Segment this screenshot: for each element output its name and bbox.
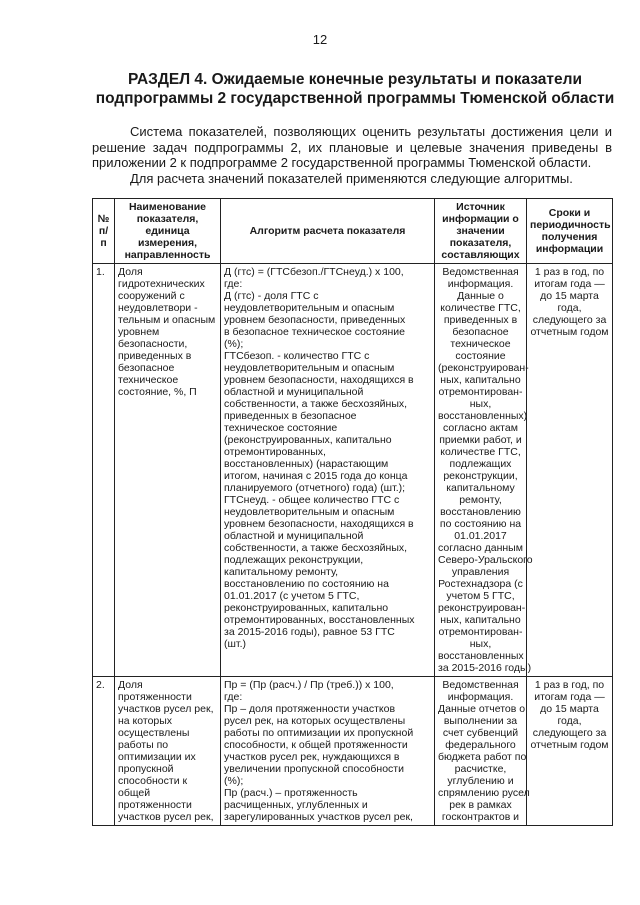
cell-line: отремонтированных, [224, 446, 326, 458]
cell-line: итогам года — [534, 278, 605, 290]
cell-line: информация. [447, 691, 514, 703]
cell-line: Данные о [457, 290, 504, 302]
cell-line: протяженности [118, 691, 192, 703]
cell-line: ГТСбезоп. - количество ГТС с [224, 350, 370, 362]
cell-line: итогам года — [534, 691, 605, 703]
cell-line: безопасное [118, 362, 175, 374]
cell-line: ных, [469, 398, 492, 410]
cell-line: неудовлетворительным и опасным [224, 506, 395, 518]
cell-line: восстановлению по состоянию на [224, 578, 389, 590]
cell-line: безопасное [452, 326, 509, 338]
intro-text [92, 124, 612, 186]
cell-line: участков русел рек, [118, 811, 214, 823]
cell-line: (%); [224, 775, 244, 787]
cell-line: расчищенных, углубленных и [224, 799, 368, 811]
cell-line: приведенных в [118, 350, 192, 362]
cell-line: Д (гтс) - доля ГТС с [224, 290, 319, 302]
cell-line: углублению и [447, 775, 514, 787]
cell-line: (%); [224, 338, 244, 350]
header-timing: Сроки и периодичность получения информации [527, 199, 613, 264]
cell-line: Д (гтс) = (ГТСбезоп./ГТСнеуд.) х 100, [224, 266, 404, 278]
cell-line: 01.01.2017 [454, 530, 507, 542]
cell-line: техническое [450, 338, 511, 350]
cell-line: зарегулированных участков русел рек, [224, 811, 413, 823]
cell-line: Доля [118, 266, 143, 278]
cell-line: областной и муниципальной [224, 530, 364, 542]
cell-line: техническое [118, 374, 179, 386]
cell-line: 1 раз в год, по [534, 266, 605, 278]
cell-line: за 2015-2016 годы), равное 53 ГТС [224, 626, 395, 638]
cell-line: техническое состояние [224, 422, 338, 434]
cell-line: участков русел рек, нуждающихся в [224, 751, 400, 763]
cell-line: до 15 марта [540, 703, 599, 715]
cell-algorithm [221, 677, 435, 826]
cell-source [435, 264, 533, 677]
cell-line: работы по оптимизации их пропускной [224, 727, 414, 739]
cell-line: 01.01.2017 (с учетом 5 ГТС, [224, 590, 360, 602]
cell-line: следующего за [532, 314, 607, 326]
cell-line: (реконструирован- [438, 362, 529, 374]
cell-line: госконтрактов и [441, 811, 520, 823]
section-heading-line-2: подпрограммы 2 государственной программы Тюменской области [95, 90, 615, 107]
cell-line: сооружений с [118, 290, 185, 302]
header-source: Источник информации о значении показателя, составляющих [435, 199, 527, 264]
cell-line: увеличении пропускной способности [224, 763, 404, 775]
cell-line: года, [557, 715, 582, 727]
cell-line: по состоянию на [439, 518, 522, 530]
cell-line: тельным и опасным [118, 314, 216, 326]
cell-line: отчетным годом [530, 326, 609, 338]
cell-line: Данные отчетов о [438, 703, 526, 715]
section-heading [95, 70, 615, 108]
cell-line: ГТСнеуд. - общее количество ГТС с [224, 494, 400, 506]
cell-line: Доля [118, 679, 143, 691]
cell-line: ных, [469, 638, 492, 650]
cell-line: бюджета работ по [438, 751, 527, 763]
cell-line: способности к [118, 775, 188, 787]
cell-line: подлежащих реконструкции, [224, 554, 364, 566]
cell-line: восстановлению [440, 506, 521, 518]
cell-line: на которых [118, 715, 173, 727]
cell-line: приемки работ, и [439, 434, 522, 446]
cell-line: учетом 5 ГТС, [446, 590, 515, 602]
cell-line: безопасности, [118, 338, 188, 350]
indicators-table [92, 198, 613, 826]
cell-line: капитальному [446, 482, 515, 494]
cell-line: собственности, а также бесхозяйных, [224, 542, 408, 554]
cell-name [115, 264, 221, 677]
cell-line: управления [451, 566, 510, 578]
cell-line: протяженности [118, 799, 192, 811]
cell-line: согласно данным [438, 542, 523, 554]
cell-line: Ростехнадзора (с [438, 578, 523, 590]
cell-timing [527, 264, 613, 677]
cell-line: уровнем безопасности, находящихся в [224, 374, 414, 386]
cell-line: Пр = (Пр (расч.) / Пр (треб.)) х 100, [224, 679, 394, 691]
cell-line: за 2015-2016 годы) [438, 662, 532, 674]
cell-line: русел рек, на которых осуществлены [224, 715, 406, 727]
cell-line: реконструирован- [438, 602, 526, 614]
cell-line: года, [557, 302, 582, 314]
cell-line: где: [224, 278, 243, 290]
cell-line: неудовлетвори - [118, 302, 198, 314]
cell-line: (реконструированных, капитально [224, 434, 392, 446]
cell-algorithm [221, 264, 435, 677]
cell-line: количестве ГТС, [440, 302, 521, 314]
page-number: 12 [312, 32, 328, 47]
cell-line: итогом, начиная с 2015 года до конца [224, 470, 408, 482]
cell-line: работы по [118, 739, 169, 751]
cell-line: отчетным годом [530, 739, 609, 751]
cell-line: гидротехнических [118, 278, 205, 290]
cell-line: осуществлены [118, 727, 190, 739]
cell-line: спрямлению русел [438, 787, 530, 799]
header-name: Наименование показателя, единица измерения, направленность [115, 199, 221, 264]
cell-line: уровнем [118, 326, 160, 338]
cell-line: Пр – доля протяженности участков [224, 703, 396, 715]
cell-line: до 15 марта [540, 290, 599, 302]
table-row [93, 677, 613, 826]
cell-line: участков русел рек, [118, 703, 214, 715]
section-heading-line-1: РАЗДЕЛ 4. Ожидаемые конечные результаты и показатели [127, 71, 583, 88]
cell-timing [527, 677, 613, 826]
cell-line: согласно актам [443, 422, 518, 434]
cell-line: пропускной [118, 763, 174, 775]
cell-line: количестве ГТС, [440, 446, 521, 458]
cell-line: Северо-Уральского [438, 554, 533, 566]
cell-line: ных, капитально [440, 614, 521, 626]
cell-line: уровнем безопасности, приведенных [224, 314, 406, 326]
cell-line: отремонтирован- [438, 386, 523, 398]
cell-line: счет субвенций [442, 727, 519, 739]
cell-line: расчистке, [454, 763, 507, 775]
cell-line: информация. [447, 278, 514, 290]
cell-line: уровнем безопасности, находящихся в [224, 518, 414, 530]
cell-name [115, 677, 221, 826]
table-row [93, 264, 613, 677]
cell-line: восстановленных) (нарастающим [224, 458, 389, 470]
cell-line: восстановленных) [438, 410, 528, 422]
cell-line: восстановленных [438, 650, 524, 662]
cell-line: реконструированных, капитально [224, 602, 389, 614]
cell-line: федерального [445, 739, 516, 751]
cell-line: общей [118, 787, 151, 799]
cell-line: Ведомственная [442, 266, 519, 278]
cell-line: неудовлетворительным и опасным [224, 362, 395, 374]
cell-line: Пр (расч.) – протяженность [224, 787, 358, 799]
cell-line: состояние, %, П [118, 386, 197, 398]
cell-line: приведенных в безопасное [224, 410, 357, 422]
cell-line: (шт.) [224, 638, 246, 650]
cell-line: состояние [455, 350, 506, 362]
cell-line: способности, к общей протяженности [224, 739, 408, 751]
cell-line: реконструкции, [443, 470, 518, 482]
cell-line: в безопасное техническое состояние [224, 326, 405, 338]
intro-paragraph: Для расчета значений показателей применяются следующие алгоритмы. [130, 170, 573, 186]
intro-paragraph: Система показателей, позволяющих оценить результаты достижения цели и решение задач подпрограммы 2, их плановые и целевые значения приведены в приложении 2 к подпрограмме 2 государственной программы Тюменской области. [92, 124, 612, 170]
cell-line: неудовлетворительным и опасным [224, 302, 395, 314]
cell-line: оптимизации их [118, 751, 196, 763]
cell-num: 2. [93, 677, 115, 826]
cell-line: следующего за [532, 727, 607, 739]
cell-line: ремонту, [459, 494, 502, 506]
header-algorithm: Алгоритм расчета показателя [221, 199, 435, 264]
cell-line: капитальному ремонту, [224, 566, 339, 578]
table-header-row [93, 199, 613, 264]
cell-line: отремонтирован- [438, 626, 523, 638]
cell-source [435, 677, 530, 826]
cell-line: приведенных в [443, 314, 518, 326]
cell-line: отремонтированных, восстановленных [224, 614, 415, 626]
header-num: № п/п [93, 199, 115, 264]
cell-line: 1 раз в год, по [534, 679, 605, 691]
cell-line: выполнении за [443, 715, 518, 727]
cell-line: планируемого (отчетного) года) (шт.); [224, 482, 406, 494]
cell-num: 1. [93, 264, 115, 677]
cell-line: где: [224, 691, 243, 703]
cell-line: ных, капитально [440, 374, 521, 386]
cell-line: областной и муниципальной [224, 386, 364, 398]
cell-line: Ведомственная [442, 679, 519, 691]
cell-line: рек в рамках [449, 799, 512, 811]
cell-line: подлежащих [449, 458, 512, 470]
cell-line: собственности, а также бесхозяйных, [224, 398, 408, 410]
